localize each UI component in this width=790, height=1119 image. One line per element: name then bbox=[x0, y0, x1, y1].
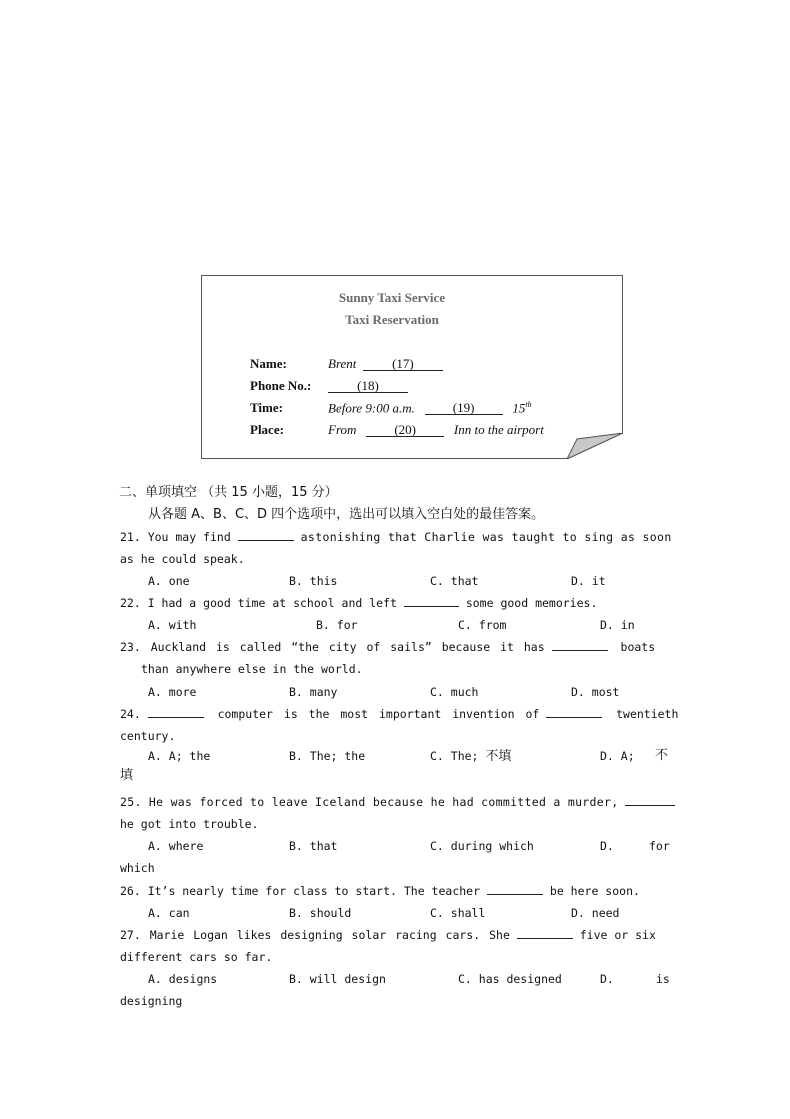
option-d: D. in bbox=[600, 618, 635, 632]
place-label: Place: bbox=[250, 422, 284, 437]
option-b: B. will design bbox=[289, 972, 386, 986]
blank-17: (17) bbox=[363, 357, 443, 371]
place-value: From (20) Inn to the airport bbox=[328, 422, 544, 437]
taxi-reservation-card bbox=[201, 275, 623, 459]
option-b: B. that bbox=[289, 839, 338, 853]
option-d: D. A; bbox=[600, 749, 635, 763]
option-c: C. much bbox=[430, 685, 479, 699]
question-25-cont: he got into trouble. bbox=[120, 817, 259, 831]
option-c: C. from bbox=[458, 618, 507, 632]
option-d: D. most bbox=[571, 685, 620, 699]
option-a: A. one bbox=[148, 574, 190, 588]
question-27-wrap: designing bbox=[120, 994, 183, 1008]
option-b: B. for bbox=[316, 618, 358, 632]
option-c: C. during which bbox=[430, 839, 534, 853]
question-24-options bbox=[120, 746, 670, 766]
blank-20: (20) bbox=[366, 423, 444, 437]
option-a: A. where bbox=[148, 839, 204, 853]
question-23-cont: than anywhere else in the world. bbox=[141, 662, 363, 676]
option-b: B. should bbox=[289, 906, 352, 920]
question-25-options bbox=[120, 836, 670, 856]
name-value: Brent (17) bbox=[328, 356, 443, 372]
phone-label: Phone No.: bbox=[250, 378, 312, 393]
question-23: 23. Auckland is called “the city of sails” because it has boats bbox=[120, 640, 656, 654]
question-27-cont: different cars so far. bbox=[120, 950, 273, 964]
question-26-options bbox=[120, 903, 670, 923]
question-21-cont: as he could speak. bbox=[120, 552, 245, 566]
question-25-wrap: which bbox=[120, 861, 155, 875]
option-d-text: is bbox=[656, 972, 670, 986]
card-subtitle: Taxi Reservation bbox=[345, 312, 439, 327]
phone-value bbox=[328, 378, 408, 394]
option-d: D. bbox=[600, 972, 614, 986]
blank-19: (19) bbox=[425, 401, 503, 415]
question-22: 22. I had a good time at school and left some good memories. bbox=[120, 596, 598, 610]
option-a: A. can bbox=[148, 906, 190, 920]
option-c: C. that bbox=[430, 574, 479, 588]
question-27-options bbox=[120, 969, 670, 989]
question-22-options bbox=[120, 615, 670, 635]
option-a: A. designs bbox=[148, 972, 218, 986]
option-b: B. this bbox=[289, 574, 338, 588]
blank-18: (18) bbox=[328, 379, 408, 393]
page-curl-icon bbox=[567, 433, 623, 459]
section-instruction: 从各题 A、B、C、D 四个选项中，选出可以填入空白处的最佳答案。 bbox=[148, 507, 545, 522]
option-a: A. more bbox=[148, 685, 197, 699]
name-label: Name: bbox=[250, 356, 287, 371]
option-d: D. it bbox=[571, 574, 606, 588]
option-a: A. with bbox=[148, 618, 197, 632]
question-21: 21. You may find astonishing that Charlie was taught to sing as soon bbox=[120, 530, 672, 544]
option-d-text: for bbox=[649, 839, 670, 853]
section-title: 二、单项填空 （共 15 小题，15 分） bbox=[119, 485, 338, 500]
question-27: 27. Marie Logan likes designing solar racing cars. She five or six bbox=[120, 928, 656, 942]
option-d: D. bbox=[600, 839, 614, 853]
question-23-options bbox=[120, 682, 670, 702]
option-d: D. need bbox=[571, 906, 620, 920]
question-24-wrap: 填 bbox=[120, 768, 134, 783]
time-value: Before 9:00 a.m. (19) 15th bbox=[328, 400, 532, 416]
option-d-cn: 不 bbox=[655, 748, 669, 763]
option-c: C. shall bbox=[430, 906, 486, 920]
option-b: B. The; the bbox=[289, 749, 366, 763]
question-21-options bbox=[120, 571, 670, 591]
option-c: C. The; 不填 bbox=[430, 749, 512, 764]
question-24-cont: century. bbox=[120, 729, 176, 743]
card-title: Sunny Taxi Service bbox=[338, 290, 446, 305]
time-label: Time: bbox=[250, 400, 283, 415]
question-26: 26. It’s nearly time for class to start. The teacher be here soon. bbox=[120, 884, 640, 898]
question-25: 25. He was forced to leave Iceland because he had committed a murder, bbox=[120, 792, 670, 812]
option-b: B. many bbox=[289, 685, 338, 699]
option-c: C. has designed bbox=[458, 972, 562, 986]
question-24: 24. computer is the most important invention of twentieth bbox=[120, 707, 679, 721]
option-a: A. A; the bbox=[148, 749, 211, 763]
